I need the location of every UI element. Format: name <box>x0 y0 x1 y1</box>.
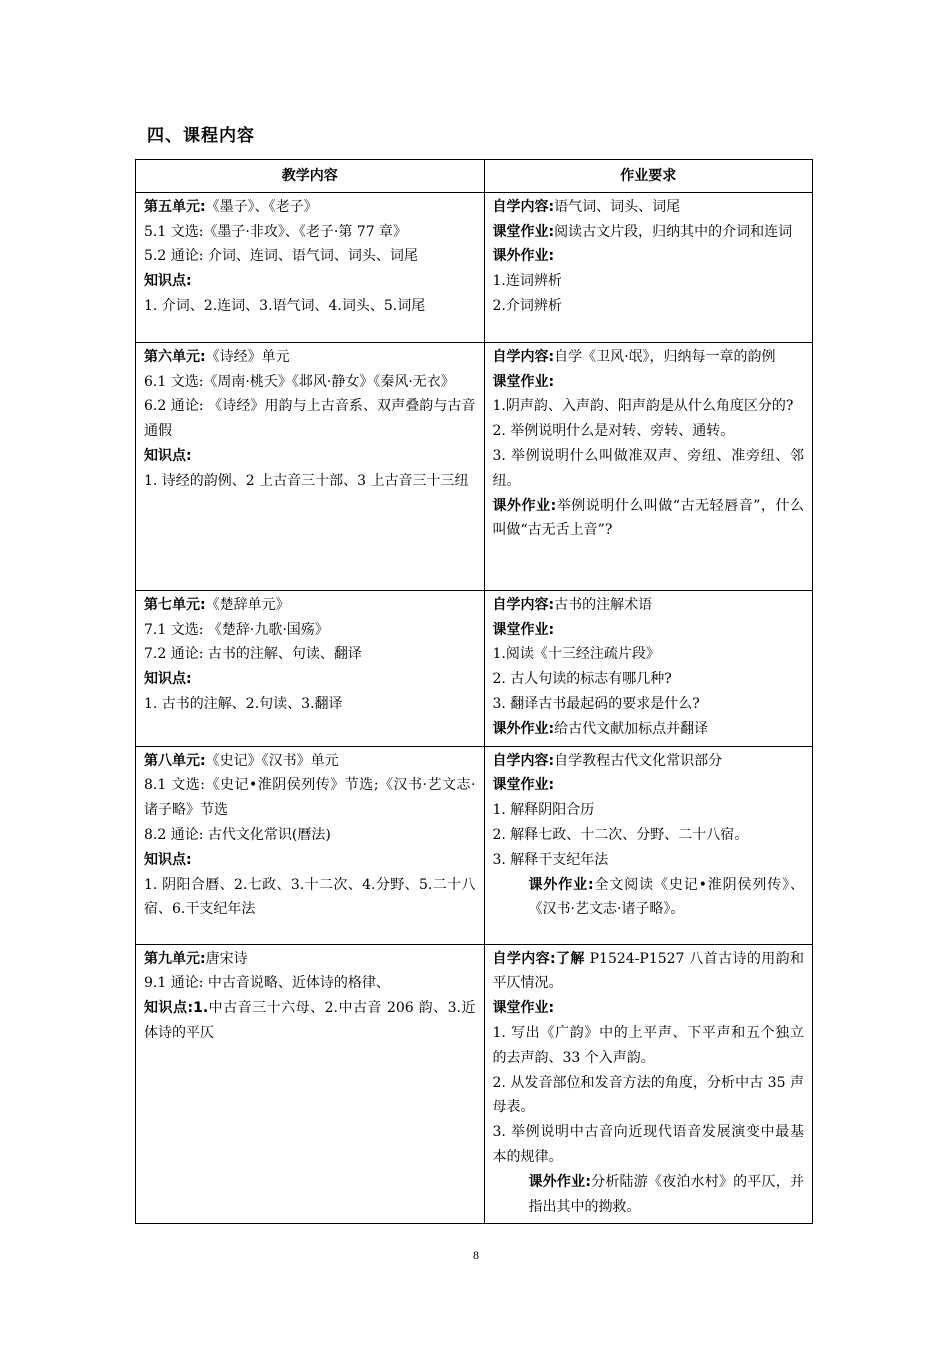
cell-line <box>144 618 476 643</box>
bold-label: 课外作业: <box>492 497 557 514</box>
cell-line <box>144 749 476 774</box>
cell-line <box>493 269 805 294</box>
line-text: 1. 写出《广韵》中的上平声、下平声和五个独立的去声韵、33 个入声韵。 <box>492 1024 804 1066</box>
bold-label: 知识点: <box>144 671 192 688</box>
cell-line <box>493 294 805 319</box>
cell-line <box>144 667 476 692</box>
cell-line <box>493 749 805 774</box>
line-text: 3. 翻译古书最起码的要求是什么? <box>492 695 700 712</box>
cell-line <box>493 494 805 544</box>
cell-line <box>493 717 805 742</box>
homework-cell <box>484 944 813 1224</box>
line-text: 6.1 文选:《周南·桃夭》《邶风·静女》《秦风·无衣》 <box>144 373 455 390</box>
cell-line <box>144 195 476 220</box>
line-text: 2. 举例说明什么是对转、旁转、通转。 <box>492 423 735 440</box>
homework-cell <box>484 192 813 342</box>
line-text: 1. 介词、2.连词、3.语气词、4.词头、5.词尾 <box>144 297 426 314</box>
line-text: 语气词、词头、词尾 <box>554 198 681 215</box>
bold-label: 课堂作业: <box>492 777 555 794</box>
cell-line <box>493 848 805 873</box>
bold-label: 课外作业: <box>528 876 594 893</box>
bold-label: 第八单元: <box>144 752 206 769</box>
line-text: 《诗经》单元 <box>205 348 290 365</box>
bold-label: 课堂作业: <box>492 223 555 240</box>
line-text: 1.连词辨析 <box>492 273 562 290</box>
line-text: 唐宋诗 <box>205 950 248 967</box>
cell-line <box>493 618 805 643</box>
homework-cell <box>484 746 813 944</box>
cell-line <box>493 593 805 618</box>
line-text: 分析陆游《夜泊水村》的平仄，并指出其中的拗救。 <box>528 1173 804 1215</box>
cell-line <box>144 394 476 444</box>
line-text: 3. 解释干支纪年法 <box>492 851 609 868</box>
table-row <box>136 944 813 1224</box>
cell-line <box>493 1170 805 1220</box>
line-text: 1. 阴阳合曆、2.七政、3.十二次、4.分野、5.二十八宿、6.干支纪年法 <box>144 876 476 918</box>
cell-line <box>144 947 476 972</box>
cell-line <box>493 1071 805 1121</box>
line-text: 2.介词辨析 <box>492 297 562 314</box>
line-text: 3. 举例说明什么叫做准双声、旁纽、准旁纽、邻纽。 <box>492 447 804 489</box>
course-content-table <box>135 159 813 1224</box>
cell-line <box>144 823 476 848</box>
line-text: 1. 诗经的韵例、2 上古音三十部、3 上古音三十三纽 <box>144 472 469 489</box>
cell-line <box>144 593 476 618</box>
cell-line <box>144 469 476 494</box>
line-text: 2. 从发音部位和发音方法的角度，分析中古 35 声母表。 <box>492 1074 804 1116</box>
line-text: 3. 举例说明中古音向近现代语音发展演变中最基本的规律。 <box>492 1124 804 1165</box>
table-row <box>136 590 813 746</box>
bold-label: 自学内容:了解 <box>492 950 585 967</box>
line-text: 1.阅读《十三经注疏片段》 <box>492 646 660 663</box>
cell-line <box>144 642 476 667</box>
bold-label: 课外作业: <box>492 720 555 737</box>
bold-label: 自学内容: <box>492 752 555 769</box>
cell-line <box>493 692 805 717</box>
line-text: 9.1 通论: 中古音说略、近体诗的格律、 <box>144 975 390 992</box>
table-header-row <box>136 160 813 193</box>
homework-cell <box>484 590 813 746</box>
line-text: 7.1 文选: 《楚辞·九歌·国殇》 <box>144 621 329 638</box>
bold-label: 课外作业: <box>528 1173 591 1190</box>
cell-line <box>144 971 476 996</box>
cell-line <box>144 244 476 269</box>
cell-line <box>144 996 476 1046</box>
cell-line <box>493 345 805 370</box>
cell-line <box>493 823 805 848</box>
teaching-content-cell <box>136 192 485 342</box>
teaching-content-cell <box>136 590 485 746</box>
cell-line <box>144 692 476 717</box>
cell-line <box>493 394 805 419</box>
cell-line <box>144 370 476 395</box>
cell-line <box>144 294 476 319</box>
cell-line <box>493 996 805 1021</box>
bold-label: 自学内容: <box>492 348 555 365</box>
cell-line <box>144 269 476 294</box>
teaching-content-cell <box>136 342 485 590</box>
line-text: 8.1 文选:《史记•淮阴侯列传》节选;《汉书·艺文志·诸子略》节选 <box>144 777 476 819</box>
cell-line <box>144 220 476 245</box>
line-text: 1. 古书的注解、2.句读、3.翻译 <box>144 695 343 712</box>
teaching-content-cell <box>136 944 485 1224</box>
cell-line <box>144 848 476 873</box>
bold-label: 知识点:1. <box>144 1000 209 1017</box>
header-homework-requirements: 作业要求 <box>484 160 813 193</box>
section-title: 四、课程内容 <box>147 126 255 146</box>
line-text: 举例说明什么叫做“古无轻唇音”，什么叫做“古无舌上音”? <box>492 497 804 539</box>
homework-cell <box>484 342 813 590</box>
bold-label: 第七单元: <box>144 596 206 613</box>
bold-label: 自学内容: <box>492 596 555 613</box>
line-text: 全文阅读《史记•淮阴侯列传》、《汉书·艺文志·诸子略》。 <box>528 876 804 918</box>
line-text: 《史记》《汉书》单元 <box>205 752 339 769</box>
cell-line <box>493 370 805 395</box>
line-text: 给古代文献加标点并翻译 <box>554 720 709 737</box>
bold-label: 课堂作业: <box>492 1000 555 1017</box>
teaching-content-cell <box>136 746 485 944</box>
page-number: 8 <box>473 1248 479 1262</box>
table-row <box>136 342 813 590</box>
line-text: 中古音三十六母、2.中古音 206 韵、3.近体诗的平仄 <box>144 1000 476 1041</box>
line-text: 1.阴声韵、入声韵、阳声韵是从什么角度区分的? <box>492 398 794 415</box>
cell-line <box>493 244 805 269</box>
cell-line <box>493 873 805 923</box>
line-text: 7.2 通论: 古书的注解、句读、翻译 <box>144 646 362 663</box>
bold-label: 知识点: <box>144 273 192 290</box>
line-text: 5.1 文选:《墨子·非攻》、《老子·第 77 章》 <box>144 223 408 240</box>
cell-line <box>493 419 805 444</box>
cell-line <box>493 642 805 667</box>
line-text: 古书的注解术语 <box>554 596 653 613</box>
header-teaching-content: 教学内容 <box>136 160 485 193</box>
line-text: 2. 古人句读的标志有哪几种? <box>492 671 672 688</box>
line-text: 1. 解释阴阳合历 <box>492 802 595 819</box>
cell-line <box>493 773 805 798</box>
bold-label: 课堂作业: <box>492 621 555 638</box>
line-text: 阅读古文片段，归纳其中的介词和连词 <box>554 223 793 240</box>
cell-line <box>493 1021 805 1071</box>
bold-label: 知识点: <box>144 447 192 464</box>
line-text: 《墨子》、《老子》 <box>205 198 318 215</box>
cell-line <box>144 444 476 469</box>
cell-line <box>493 947 805 997</box>
line-text: 自学《卫风·氓》，归纳每一章的韵例 <box>554 348 776 365</box>
line-text: 6.2 通论: 《诗经》用韵与上古音系、双声叠韵与古音通假 <box>144 398 476 440</box>
cell-line <box>493 667 805 692</box>
cell-line <box>493 444 805 494</box>
cell-line <box>144 345 476 370</box>
cell-line <box>493 195 805 220</box>
bold-label: 自学内容: <box>492 198 555 215</box>
bold-label: 知识点: <box>144 851 192 868</box>
cell-line <box>493 220 805 245</box>
line-text: P1524-P1527 八首古诗的用韵和平仄情况。 <box>492 950 804 992</box>
cell-line <box>144 773 476 823</box>
line-text: 自学教程古代文化常识部分 <box>554 752 723 769</box>
cell-line <box>493 798 805 823</box>
cell-line <box>144 873 476 923</box>
bold-label: 第六单元: <box>144 348 206 365</box>
line-text: 2. 解释七政、十二次、分野、二十八宿。 <box>492 826 749 843</box>
table-row <box>136 746 813 944</box>
bold-label: 课堂作业: <box>492 373 555 390</box>
line-text: 8.2 通论: 古代文化常识(曆法) <box>144 826 331 843</box>
cell-line <box>493 1120 805 1170</box>
bold-label: 第九单元: <box>144 950 206 967</box>
line-text: 5.2 通论: 介词、连词、语气词、词头、词尾 <box>144 248 418 265</box>
line-text: 《楚辞单元》 <box>205 596 290 613</box>
bold-label: 课外作业: <box>492 248 555 265</box>
bold-label: 第五单元: <box>144 198 206 215</box>
table-row <box>136 192 813 342</box>
